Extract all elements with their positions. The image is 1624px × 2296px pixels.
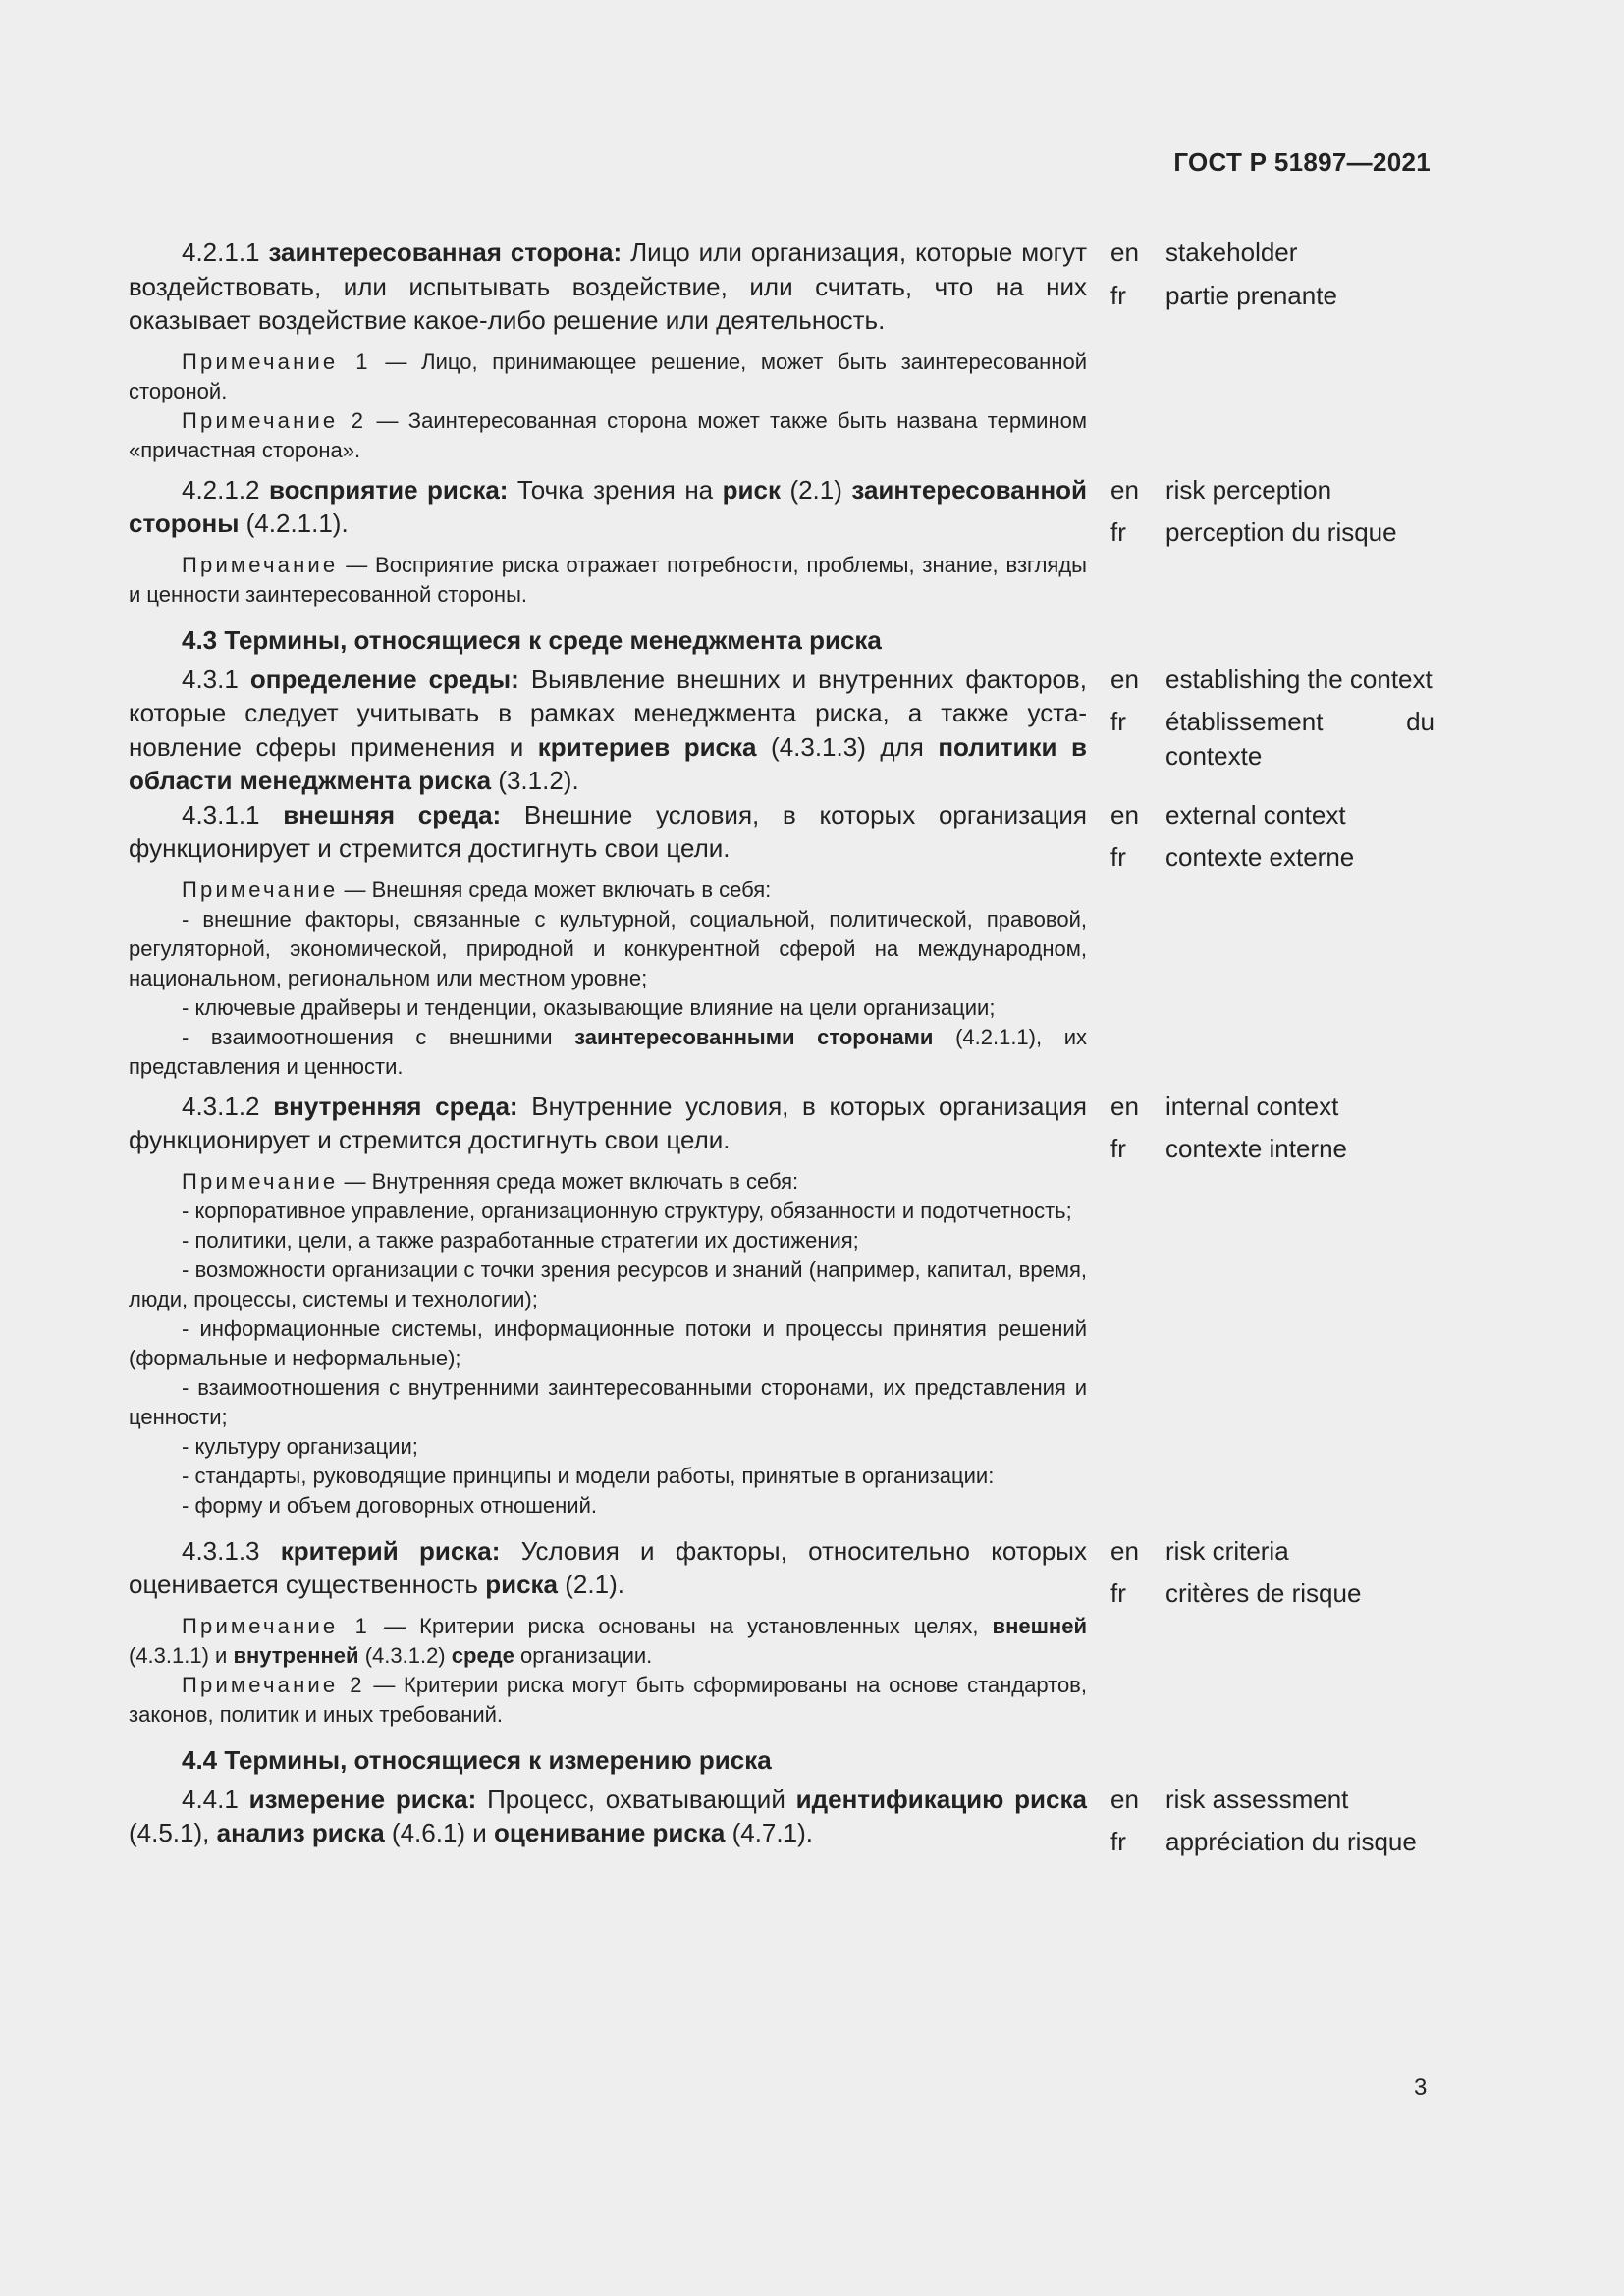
term-entry-4-3-1-2	[129, 1090, 1435, 1521]
note-list-item: - взаимоотношения с внутренними заинтересованными сторонами, их представления и ценности;	[129, 1374, 1087, 1429]
term-definition: 4.3.1.2 внутренняя среда: Внутренние условия, в которых организация функционирует и стремится достигнуть свои цели.	[129, 1091, 1087, 1154]
note-list-item: - информационные системы, информационные потоки и процессы принятия решений (формальные и неформальные);	[129, 1315, 1087, 1370]
note-list-item: - культуру организации;	[182, 1433, 418, 1459]
translation-fr: fr critères de risque	[1110, 1578, 1362, 1608]
translation-en: en risk criteria	[1110, 1535, 1289, 1566]
term-note: Примечание — Внутренняя среда может включать в себя:	[182, 1168, 799, 1194]
translation-fr: fr contexte interne	[1110, 1134, 1348, 1163]
translation-en: en risk assessment	[1110, 1784, 1349, 1814]
page-number: 3	[1414, 2074, 1428, 2101]
translation-fr: fr contexte externe	[1110, 842, 1355, 872]
term-entry-4-3-1-1	[129, 798, 1435, 1082]
translation-fr: fr perception du risque	[1110, 517, 1397, 547]
note-list-item: - стандарты, руководящие принципы и модели работы, принятые в организации:	[182, 1463, 995, 1488]
document-header: ГОСТ Р 51897—2021	[1173, 147, 1431, 177]
translation-en: en internal context	[1110, 1091, 1339, 1121]
term-entry-4-4-1	[129, 1783, 1435, 1868]
term-definition: 4.3.1.3 критерий риска: Условия и факторы, относительно которых оценивается существенность риска (2.1).	[129, 1535, 1087, 1599]
term-entry-4-3-1	[129, 663, 1435, 798]
term-entry-4-2-1-1	[129, 236, 1435, 465]
translation-en: en external context	[1110, 799, 1346, 829]
term-note: Примечание — Внешняя среда может включать в себя:	[182, 877, 772, 902]
term-note: Примечание 1 — Критерии риска основаны на установленных целях, внешней (4.3.1.1) и внутренней (4.3.1.2) среде организации.	[129, 1613, 1087, 1668]
note-list-item: - форму и объем договорных отношений.	[182, 1492, 597, 1518]
term-note: Примечание 2 — Заинтересованная сторона может также быть названа термином «причастная сторона».	[129, 407, 1087, 462]
term-definition: 4.2.1.2 восприятие риска: Точка зрения на риск (2.1) заинтересованной стороны (4.2.1.1).	[129, 474, 1088, 538]
note-list-item: - возможности организации с точки зрения ресурсов и знаний (например, капитал, время, люди, процессы, системы и технологии);	[129, 1256, 1087, 1311]
term-entry-4-3-1-3	[129, 1534, 1435, 1730]
translation-fr: fr appréciation du risque	[1110, 1827, 1417, 1856]
term-note: Примечание 1 — Лицо, принимающее решение, может быть заинтересованной стороной.	[129, 348, 1087, 403]
note-list-item: - корпоративное управление, организационную структуру, обязанности и подотчетность;	[182, 1198, 1072, 1223]
section-heading: 4.3 Термины, относящиеся к среде менеджмента риска	[182, 624, 882, 655]
note-list-item: - взаимоотношения с внешними заинтересованными сторонами (4.2.1.1), их представления и ценности.	[129, 1024, 1087, 1079]
translation-fr: fr partie prenante	[1110, 280, 1337, 310]
note-list-item: - ключевые драйверы и тенденции, оказывающие влияние на цели организации;	[182, 994, 996, 1020]
term-definition: 4.2.1.1 заинтересованная сторона: Лицо или организация, которые могут воздействовать, или испытывать воздействие, или считать, что на них оказывает воздействие какое-либо решение или деятельность.	[129, 238, 1087, 335]
term-definition: 4.3.1.1 внешняя среда: Внешние условия, в которых организация функционирует и стремится достигнуть свои цели.	[129, 799, 1087, 863]
document-body	[129, 236, 1435, 1868]
term-entry-4-2-1-2	[129, 473, 1435, 610]
note-list-item: - внешние факторы, связанные с культурной, социальной, политической, правовой, регуляторной, экономической, природной и конкурентной сферой на международном, национальном, региональном или местном уровне;	[129, 906, 1087, 990]
translation-en: en risk perception	[1110, 474, 1332, 505]
translation-en: en stakeholder	[1110, 238, 1298, 267]
section-heading: 4.4 Термины, относящиеся к измерению риска	[182, 1744, 772, 1775]
term-definition: 4.4.1 измерение риска: Процесс, охватывающий идентификацию риска (4.5.1), анализ риска (4.6.1) и оценивание риска (4.7.1).	[129, 1784, 1087, 1847]
translation-fr: fr établissement du contexte	[1110, 707, 1435, 771]
term-note: Примечание — Восприятие риска отражает потребности, проблемы, знание, взгляды и ценности заинтересованной стороны.	[129, 552, 1087, 607]
term-definition: 4.3.1 определение среды: Выявление внешних и внутренних факторов, которые следует учитывать в рамках менеджмента риска, а также установление сферы применения и критериев риска (4.3.1.3) для политики в области менеджмента риска (3.1.2).	[129, 664, 1087, 795]
translation-en: en establishing the context	[1110, 664, 1433, 694]
term-note: Примечание 2 — Критерии риска могут быть сформированы на основе стандартов, законов, политик и иных требований.	[129, 1672, 1087, 1727]
note-list-item: - политики, цели, а также разработанные стратегии их достижения;	[182, 1227, 859, 1253]
